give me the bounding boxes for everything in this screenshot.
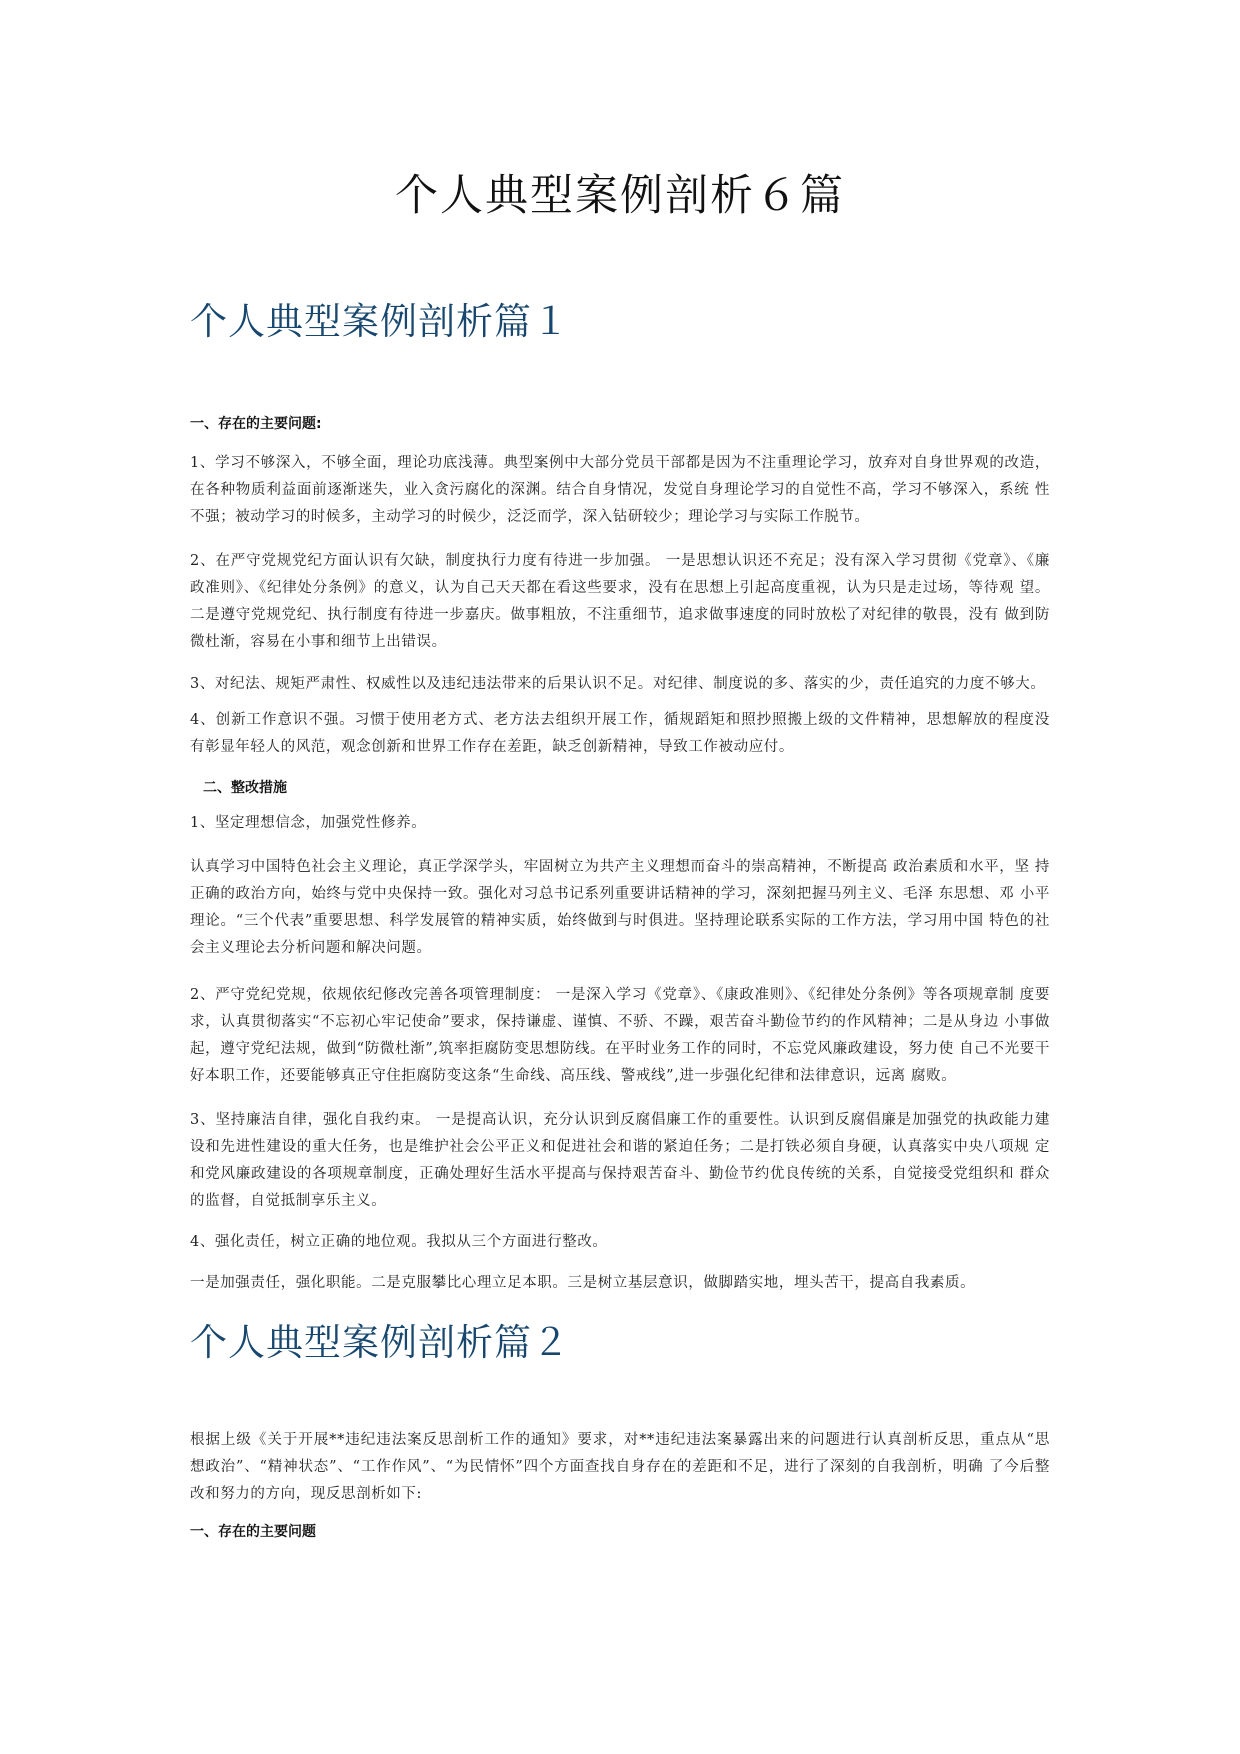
section-1-problem-2: 2、在严守党规党纪方面认识有欠缺，制度执行力度有待进一步加强。 一是思想认识还不充足；没有深入学习贯彻《党章》、《廉 政准则》、《纪律处分条例》的意义，认为自己天天都在看这些要求，没有在思想上引起高度重视，认为只是走过场，等待观 望。二是遵守党规党纪、执行制度有待进一步嘉庆。做事粗放，不注重细节，追求做事速度的同时放松了对纪律的敬畏，没有 做到防微杜渐，容易在小事和细节上出错误。 xyxy=(190,553,1050,650)
section-1-problem-4: 4、创新工作意识不强。习惯于使用老方式、老方法去组织开展工作，循规蹈矩和照抄照搬上级的文件精神，思想解放的程度没 有彰显年轻人的风范，观念创新和世界工作存在差距，缺乏创新精神，导致工作被动应付。 xyxy=(190,712,1050,755)
section-1-problems-heading: 一、存在的主要问题: xyxy=(190,416,322,432)
section-2-intro: 根据上级《关于开展**违纪违法案反思剖析工作的通知》要求，对**违纪违法案暴露出来的问题进行认真剖析反思，重点从“思 想政治”、“精神状态”、“工作作风”、“为民情怀”四个方面查找自身存在的差距和不足，进行了深刻的自我剖析，明确 了今后整改和努力的方向，现反思剖析如下: xyxy=(190,1432,1050,1502)
section-1-problem-3: 3、对纪法、规矩严肃性、权威性以及违纪违法带来的后果认识不足。对纪律、制度说的多、落实的少，责任追究的力度不够大。 xyxy=(190,676,1046,692)
section-2-problems-heading: 一、存在的主要问题 xyxy=(190,1524,316,1540)
section-1-measure-1: 1、坚定理想信念，加强党性修养。 xyxy=(190,815,427,831)
section-1-measure-1-detail: 认真学习中国特色社会主义理论，真正学深学头，牢固树立为共产主义理想而奋斗的崇高精神，不断提高 政治素质和水平，坚 持正确的政治方向，始终与党中央保持一致。强化对习总书记系列重要讲话精神的学习，深刻把握马列主义、毛泽 东思想、邓 小平理论。“三个代表”重要思想、科学发展管的精神实质，始终做到与时俱进。坚持理论联系实际的工作方法，学习用中国 特色的社会主义理论去分析问题和解决问题。 xyxy=(190,859,1050,956)
section-1-measures-heading: 二、整改措施 xyxy=(203,780,287,796)
section-2-title: 个人典型案例剖析篇２ xyxy=(190,1321,570,1364)
section-1-measure-4: 4、强化责任，树立正确的地位观。我拟从三个方面进行整改。 xyxy=(190,1234,608,1250)
section-1-measure-4-detail: 一是加强责任，强化职能。二是克服攀比心理立足本职。三是树立基层意识，做脚踏实地，埋头苦干，提高自我素质。 xyxy=(190,1275,976,1291)
section-1-title: 个人典型案例剖析篇１ xyxy=(190,300,570,343)
section-1-measure-2: 2、严守党纪党规，依规依纪修改完善各项管理制度： 一是深入学习《党章》、《康政准则》、《纪律处分条例》等各项规章制 度要求，认真贯彻落实“不忘初心牢记使命”要求，保持谦虚、谨慎、不骄、不躁，艰苦奋斗勤俭节约的作风精神；二是从身边 小事做起，遵守党纪法规，做到“防微杜渐”,筑率拒腐防变思想防线。在平时业务工作的同时，不忘党风廉政建设，努力使 自己不光要干好本职工作，还要能够真正守住拒腐防变这条“生命线、高压线、警戒线”,进一步强化纪律和法律意识，远离 腐败。 xyxy=(190,987,1050,1084)
document-title: 个人典型案例剖析６篇 xyxy=(395,171,845,221)
section-1-measure-3: 3、坚持廉洁自律，强化自我约束。 一是提高认识，充分认识到反腐倡廉工作的重要性。认识到反腐倡廉是加强党的执政能力建 设和先进性建设的重大任务，也是维护社会公平正义和促进社会和谐的紧迫任务；二是打铁必须自身硬，认真落实中央八项规 定和党风廉政建设的各项规章制度，正确处理好生活水平提高与保持艰苦奋斗、勤俭节约优良传统的关系，自觉接受党组织和 群众的监督，自觉抵制享乐主义。 xyxy=(190,1112,1050,1209)
section-1-problem-1: 1、学习不够深入，不够全面，理论功底浅薄。典型案例中大部分党员干部都是因为不注重理论学习，放弃对自身世界观的改造， 在各种物质利益面前逐渐迷失，业入贪污腐化的深渊。结合自身情况，发觉自身理论学习的自觉性不高，学习不够深入，系统 性不强；被动学习的时候多，主动学习的时候少，泛泛而学，深入钻研较少；理论学习与实际工作脱节。 xyxy=(190,455,1050,525)
